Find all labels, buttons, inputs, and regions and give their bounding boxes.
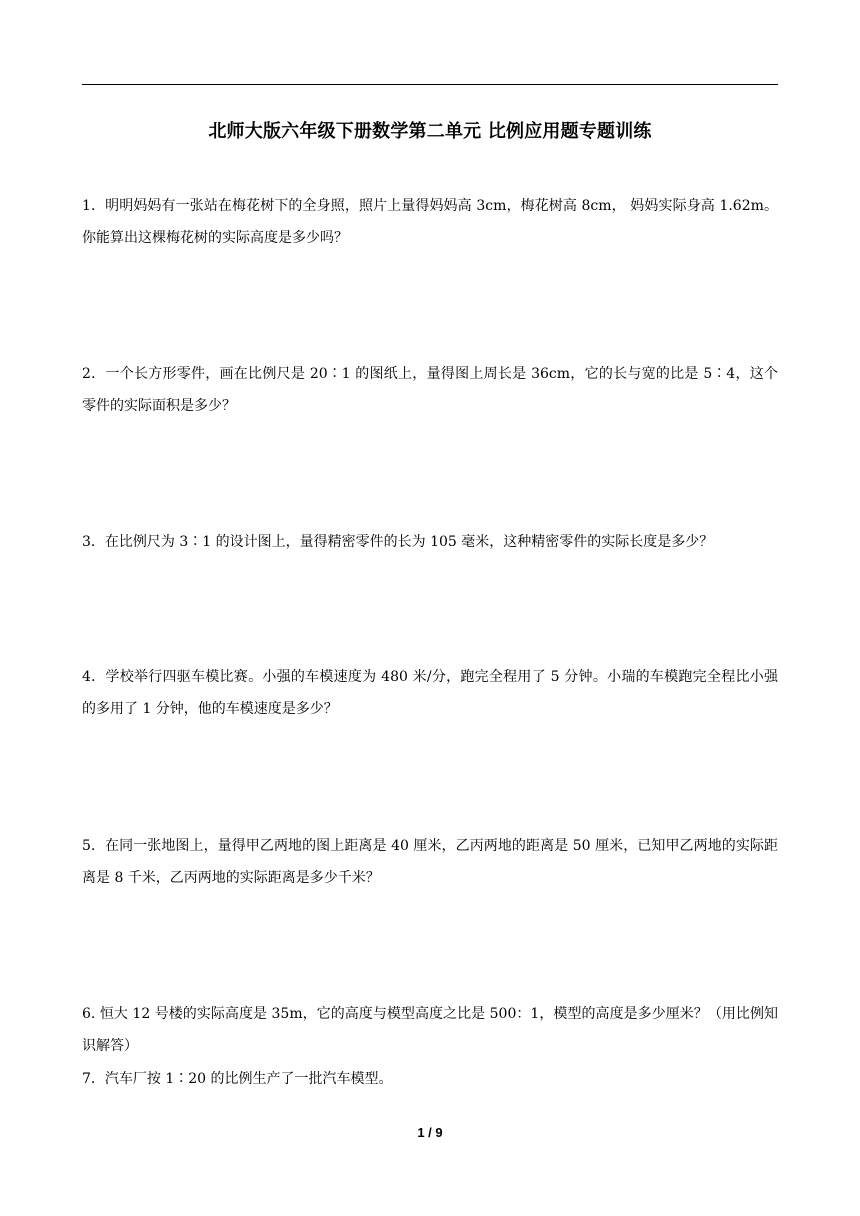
question-4: 4．学校举行四驱车模比赛。小强的车模速度为 480 米/分，跑完全程用了 5 分钟。小瑞的车模跑完全程比小强的多用了 1 分钟，他的车模速度是多少？ <box>82 669 778 717</box>
question-1: 1．明明妈妈有一张站在梅花树下的全身照，照片上量得妈妈高 3cm，梅花树高 8cm， 妈妈实际身高 1.62m。你能算出这棵梅花树的实际高度是多少吗？ <box>82 198 778 246</box>
document-title: 北师大版六年级下册数学第二单元 比例应用题专题训练 <box>208 121 652 142</box>
page-number: 1 / 9 <box>417 1125 443 1140</box>
question-7: 7．汽车厂按 1∶20 的比例生产了一批汽车模型。 <box>82 1071 393 1087</box>
question-2: 2．一个长方形零件，画在比例尺是 20∶1 的图纸上，量得图上周长是 36cm，它的长与宽的比是 5∶4，这个零件的实际面积是多少？ <box>82 366 778 414</box>
question-3: 3．在比例尺为 3∶1 的设计图上，量得精密零件的长为 105 毫米，这种精密零件的实际长度是多少？ <box>82 534 714 550</box>
question-5: 5．在同一张地图上，量得甲乙两地的图上距离是 40 厘米，乙丙两地的距离是 50 厘米，已知甲乙两地的实际距离是 8 千米，乙丙两地的实际距离是多少千米？ <box>82 838 778 886</box>
header-rule <box>82 84 778 85</box>
question-6: 6. 恒大 12 号楼的实际高度是 35m，它的高度与模型高度之比是 500：1，模型的高度是多少厘米？（用比例知识解答） <box>82 1006 778 1054</box>
